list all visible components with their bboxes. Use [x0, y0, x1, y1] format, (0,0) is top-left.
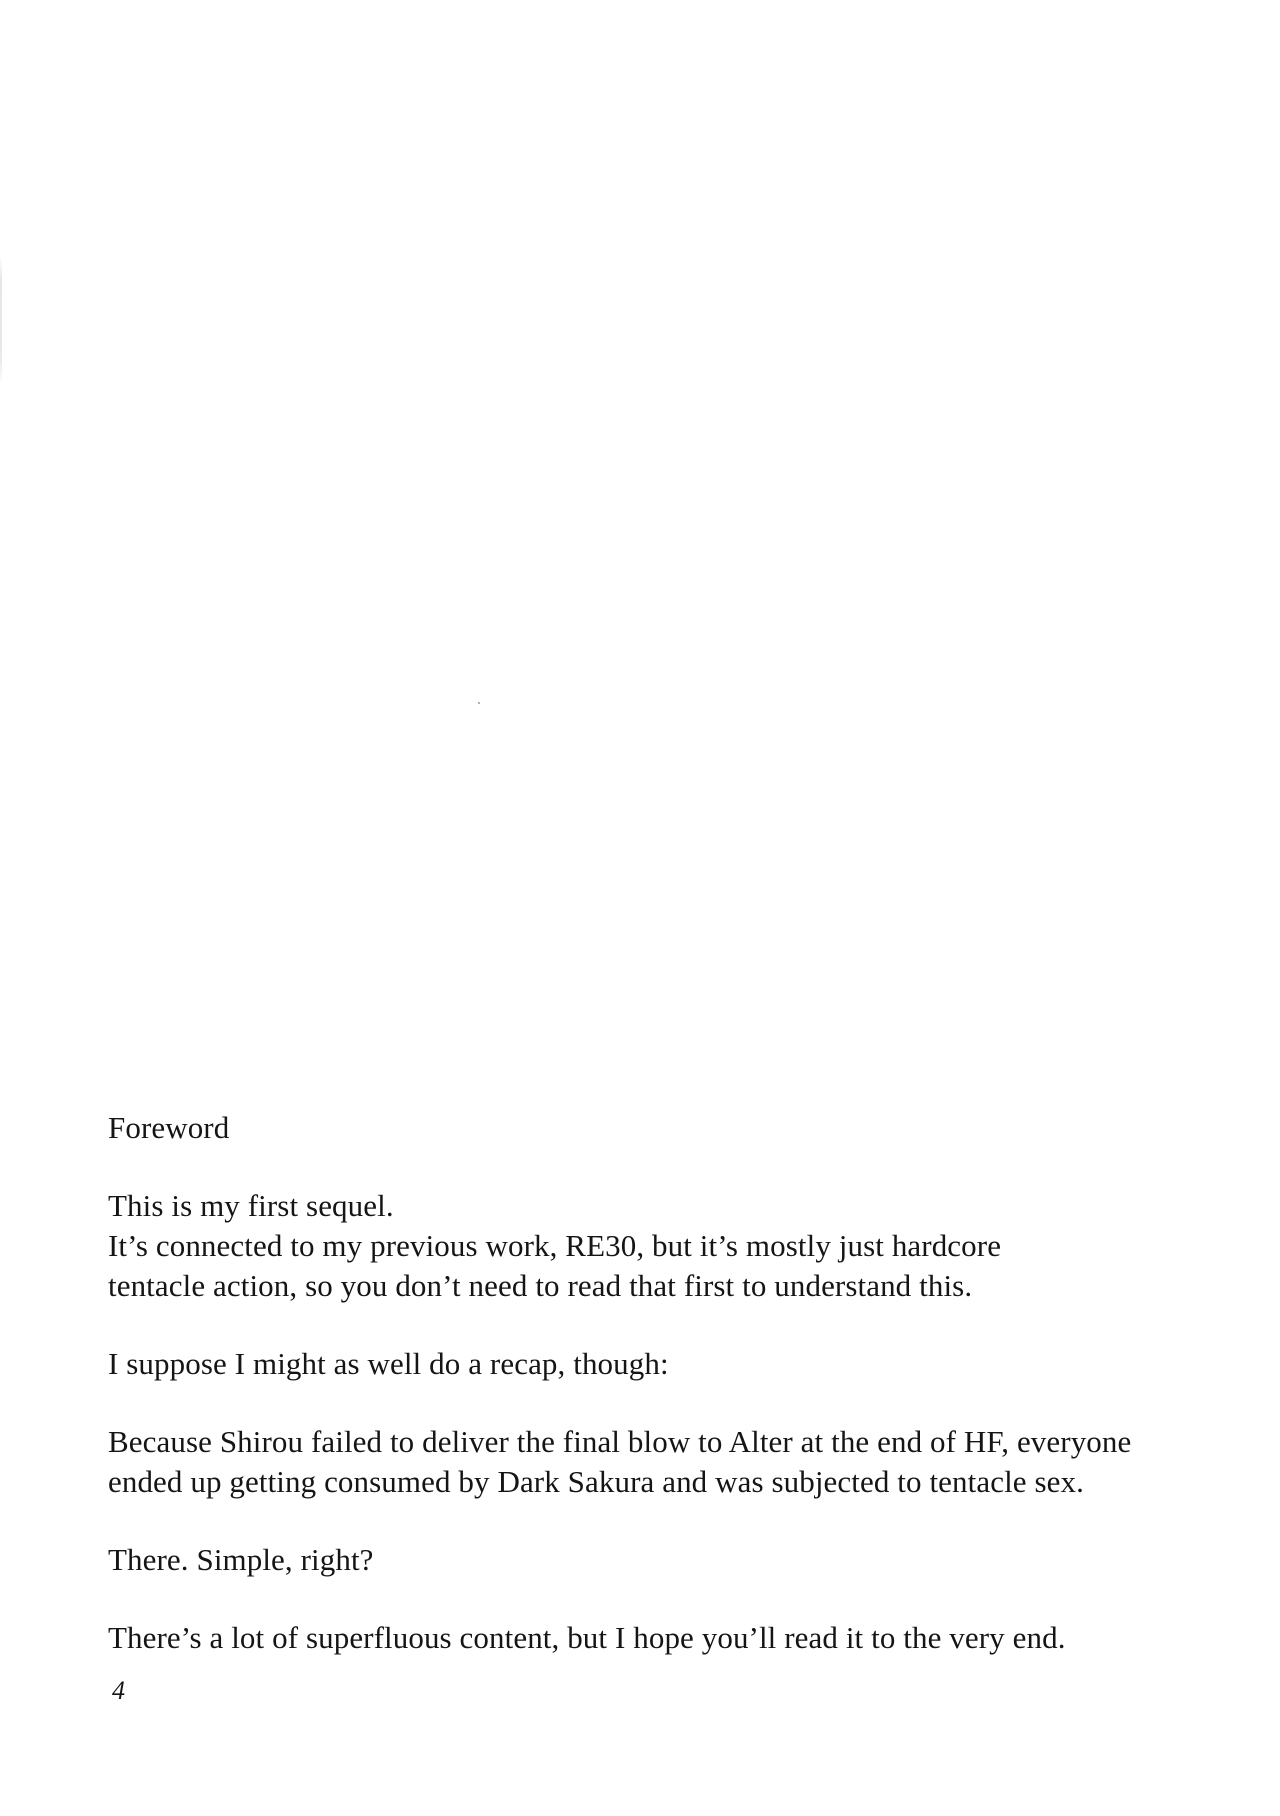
- paragraph-simple: [108, 1540, 1228, 1580]
- text-line: This is my first sequel.: [108, 1188, 394, 1223]
- text-line: Because Shirou failed to deliver the final blow to Alter at the end of HF, everyone: [108, 1424, 1132, 1459]
- scan-edge-shadow: [0, 255, 2, 385]
- text-line: ended up getting consumed by Dark Sakura and was subjected to tentacle sex.: [108, 1464, 1084, 1499]
- text-line: There. Simple, right?: [108, 1542, 374, 1577]
- foreword-heading: Foreword: [108, 1110, 230, 1145]
- paragraph-closing: [108, 1618, 1228, 1658]
- foreword-section: [108, 1108, 1228, 1658]
- text-line: It’s connected to my previous work, RE30, but it’s mostly just hardcore: [108, 1228, 1002, 1263]
- text-line: tentacle action, so you don’t need to read that first to understand this.: [108, 1268, 973, 1303]
- page-number: 4: [112, 1676, 125, 1705]
- paragraph-intro: [108, 1186, 1228, 1306]
- paragraph-recap: [108, 1422, 1228, 1502]
- paragraph-recap-intro: [108, 1344, 1228, 1384]
- scan-speck: [478, 702, 480, 704]
- text-line: I suppose I might as well do a recap, though:: [108, 1346, 669, 1381]
- text-line: There’s a lot of superfluous content, but I hope you’ll read it to the very end.: [108, 1620, 1066, 1655]
